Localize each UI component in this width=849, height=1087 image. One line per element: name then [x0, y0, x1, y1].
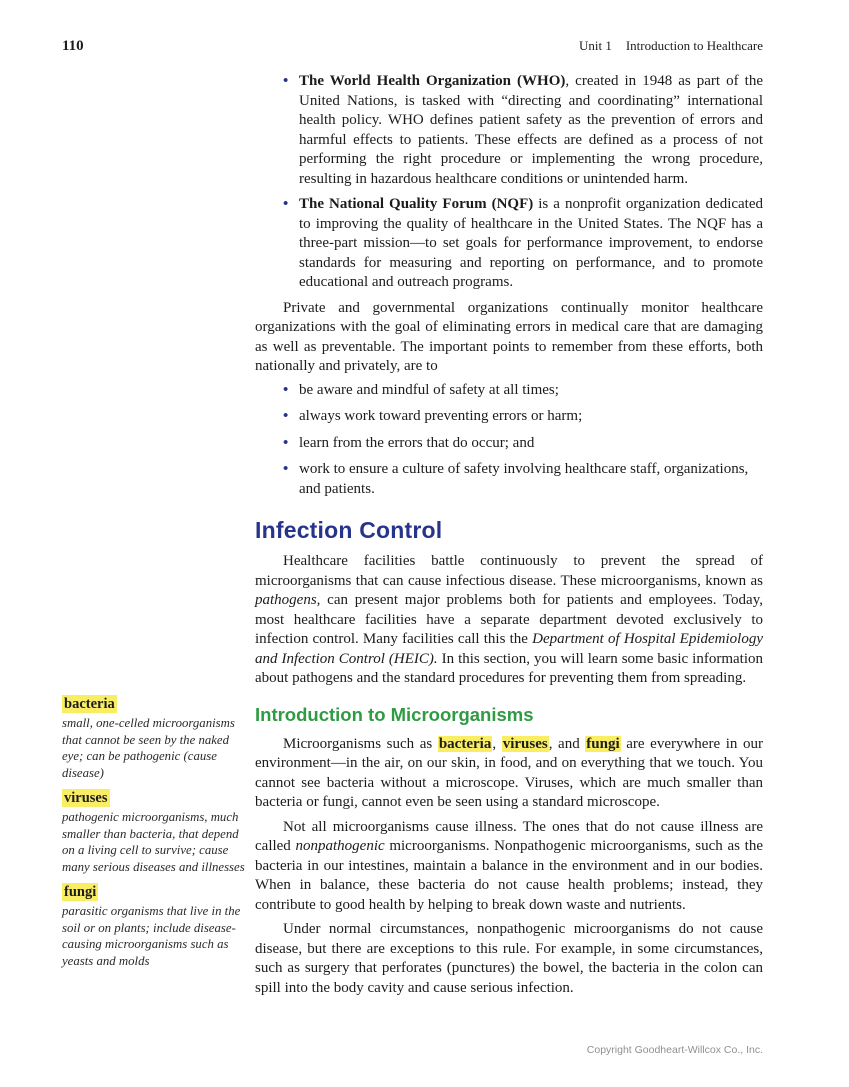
bullet-item-nqf: • The National Quality Forum (NQF) is a nonprofit organization dedicated to improving the quality of healthcare in the United States. The NQF has a three-part mission—to set goals for performance improvement, to endorse standards for measuring and reporting on performance, and to promote educational and outreach programs. [255, 195, 763, 293]
definition-fungi: parasitic organisms that live in the soil or on plants; include disease-causing microorganisms such as yeasts and molds [62, 904, 241, 968]
running-header-title: Introduction to Healthcare [625, 38, 763, 53]
paragraph-infection-intro: Healthcare facilities battle continuously to prevent the spread of microorganisms that can cause infectious disease. These microorganisms, known as pathogens, can present major problems both for patients and employees. Today, most healthcare facilities have a separate department devoted exclusively to infection control. Many facilities call this the Department of Hospital Epidemiology and Infection Control (HEIC). In this section, you will learn some basic information about pathogens and the standard procedures for preventing them from spreading. [255, 553, 763, 686]
main-text-column [255, 72, 763, 998]
margin-definitions-column [62, 695, 246, 977]
infection-control-section [255, 552, 763, 998]
bullet-item-safety-4: • work to ensure a culture of safety involving healthcare staff, organizations, and patients. [255, 460, 763, 499]
page-number: 110 [62, 38, 84, 54]
safety-points-bullet-list [255, 381, 763, 500]
paragraph-microorganisms-1: Microorganisms such as bacteria, viruses, and fungi are everywhere in our environment—in the air, on our skin, in food, and on everything that we touch. You cannot see bacteria without a microscope. Viruses, which are much smaller than bacteria or fungi, cannot even be seen using a standard microscope. [255, 735, 763, 810]
copyright-footer: Copyright Goodheart-Willcox Co., Inc. [586, 1044, 763, 1056]
definition-bacteria: small, one-celled microorganisms that cannot be seen by the naked eye; can be pathogenic (cause disease) [62, 716, 235, 780]
bullet-item-who: • The World Health Organization (WHO), created in 1948 as part of the United Nations, is tasked with “directing and coordinating” international health policy. WHO defines patient safety as the prevention of errors and harmful effects to patients. These effects are defined as a process of not performing the right procedure or implementing the wrong procedure, resulting in hazardous healthcare conditions or unintended harm. [255, 72, 763, 189]
bullet-item-safety-2: • always work toward preventing errors or harm; [255, 407, 763, 427]
term-block-bacteria [62, 695, 246, 781]
term-bacteria: bacteria [64, 696, 115, 712]
bullet-item-safety-3: • learn from the errors that do occur; and [255, 434, 763, 454]
bullet-item-safety-1: • be aware and mindful of safety at all times; [255, 381, 763, 401]
paragraph-microorganisms-2: Not all microorganisms cause illness. The ones that do not cause illness are called nonpathogenic microorganisms. Nonpathogenic microorganisms, such as the bacteria in our intestines, maintain a balance in the environment and in our bodies. When in balance, these bacteria do not cause health problems; instead, they contribute to good health by helping to break down waste and nutrients. [255, 818, 763, 913]
running-header-unit: Unit 1 [578, 38, 612, 53]
definition-viruses: pathogenic microorganisms, much smaller than bacteria, that depend on a living cell to survive; cause many serious diseases and illnesses [62, 810, 245, 874]
term-viruses: viruses [64, 790, 108, 806]
term-block-viruses [62, 789, 246, 875]
page-header [62, 38, 763, 55]
paragraph-microorganisms-3: Under normal circumstances, nonpathogenic microorganisms do not cause disease, but there are exceptions to this rule. For example, in some circumstances, such as surgery that perforates (punctures) the bowel, the bacteria in the colon can spill into the body cavity and cause serious infection. [255, 921, 763, 996]
running-header [579, 38, 763, 54]
term-fungi: fungi [64, 884, 97, 900]
organizations-bullet-list [255, 72, 763, 293]
section-heading-infection-control: Infection Control [255, 517, 443, 543]
term-block-fungi [62, 883, 246, 969]
subsection-heading-microorganisms: Introduction to Microorganisms [255, 703, 534, 725]
paragraph-monitoring: Private and governmental organizations continually monitor healthcare organizations with the goal of eliminating errors in medical care that are damaging as well as preventable. The important points to remember from these efforts, both nationally and privately, are to [255, 299, 763, 374]
